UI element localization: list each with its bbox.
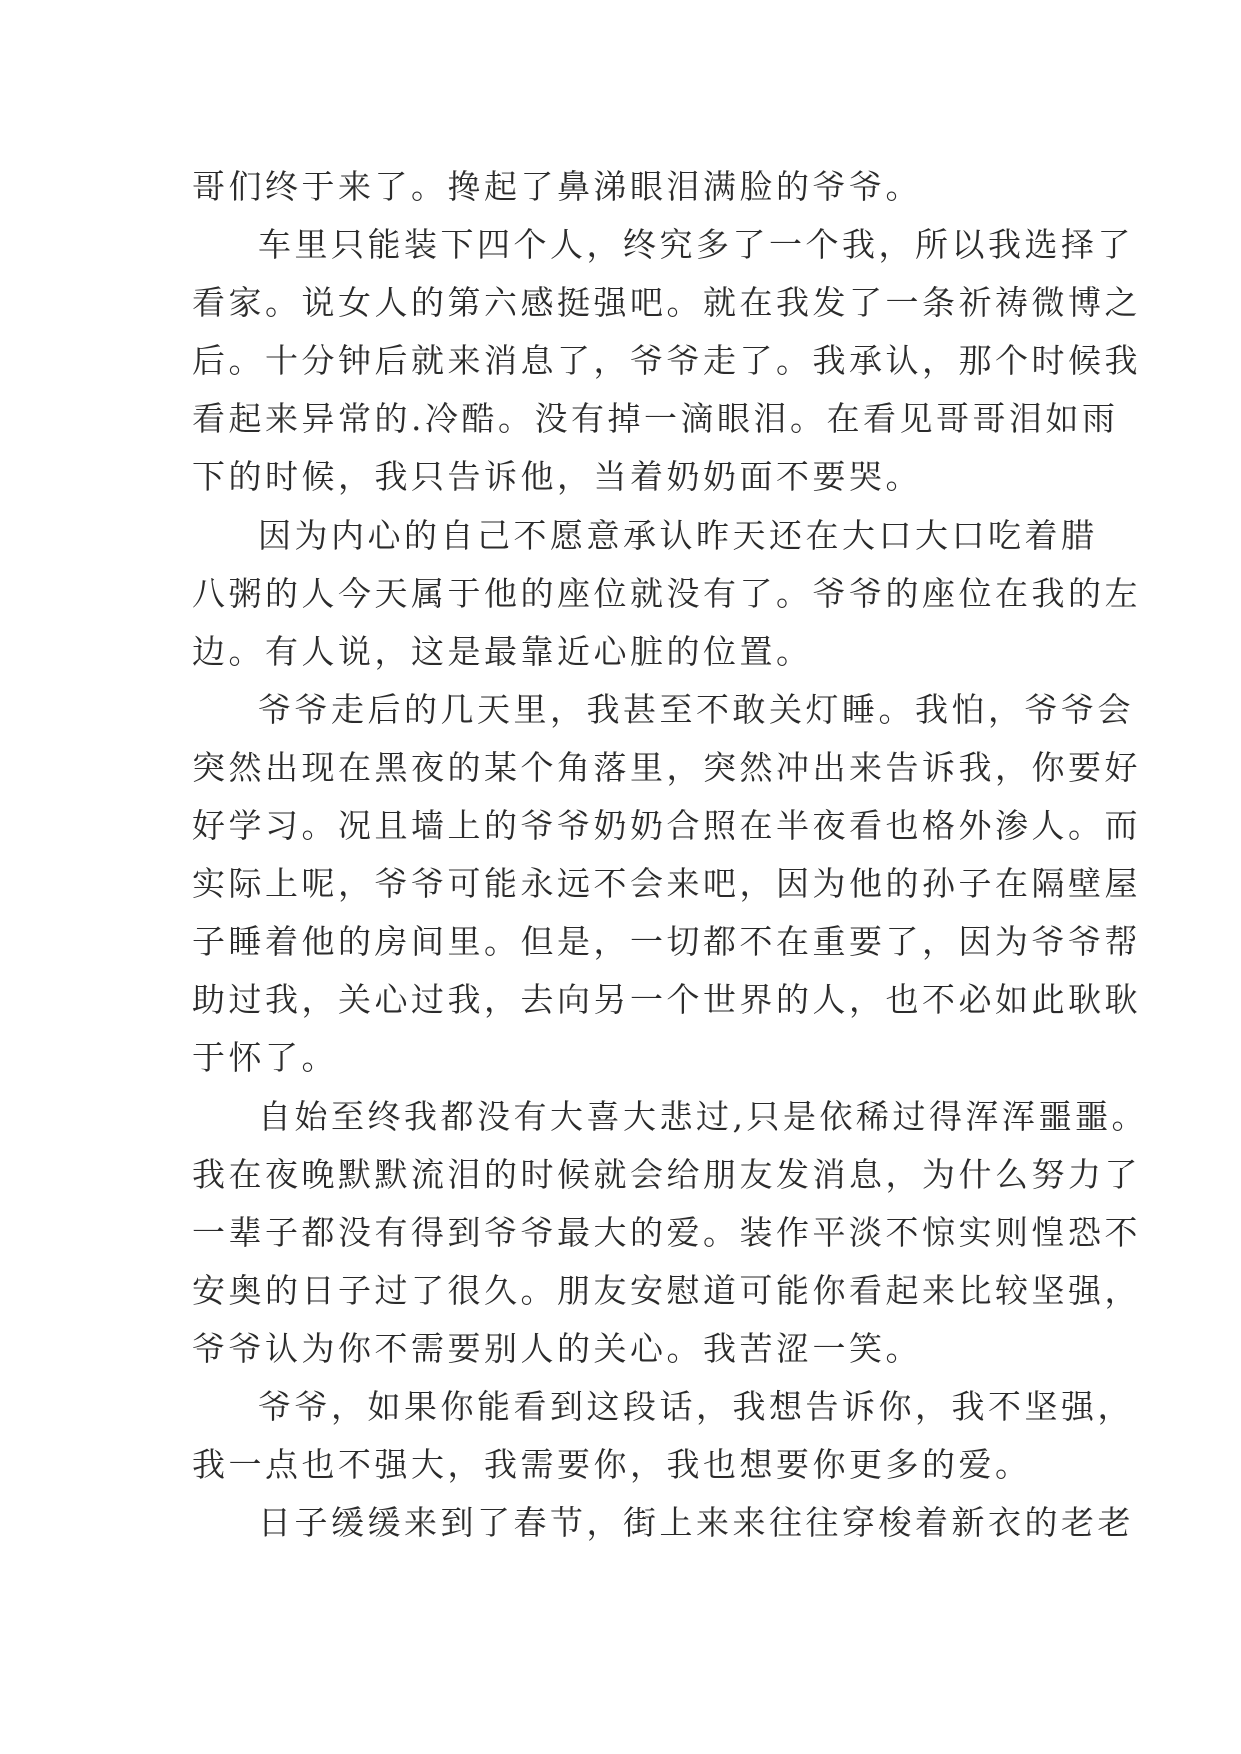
body-text xyxy=(192,158,1148,1552)
text-line: 后。十分钟后就来消息了，爷爷走了。我承认，那个时候我 xyxy=(192,341,1141,381)
text-line: 突然出现在黑夜的某个角落里，突然冲出来告诉我，你要好 xyxy=(192,747,1141,787)
text-line: 实际上呢，爷爷可能永远不会来吧，因为他的孙子在隔壁屋 xyxy=(192,864,1141,904)
text-line: 一辈子都没有得到爷爷最大的爱。装作平淡不惊实则惶恐不 xyxy=(192,1212,1141,1252)
text-line: 自始至终我都没有大喜大悲过,只是依稀过得浑浑噩噩。 xyxy=(258,1096,1148,1136)
text-line: 爷爷，如果你能看到这段话，我想告诉你，我不坚强， xyxy=(258,1386,1134,1426)
text-line: 我在夜晚默默流泪的时候就会给朋友发消息，为什么努力了 xyxy=(192,1154,1141,1194)
text-line: 因为内心的自己不愿意承认昨天还在大口大口吃着腊 xyxy=(258,515,1098,555)
text-line: 安奥的日子过了很久。朋友安慰道可能你看起来比较坚强， xyxy=(192,1270,1141,1310)
text-line: 子睡着他的房间里。但是，一切都不在重要了，因为爷爷帮 xyxy=(192,922,1141,962)
text-line: 爷爷走后的几天里，我甚至不敢关灯睡。我怕，爷爷会 xyxy=(258,689,1134,729)
text-line: 边。有人说，这是最靠近心脏的位置。 xyxy=(192,631,813,671)
text-line: 八粥的人今天属于他的座位就没有了。爷爷的座位在我的左 xyxy=(192,573,1141,613)
text-line: 好学习。况且墙上的爷爷奶奶合照在半夜看也格外渗人。而 xyxy=(192,806,1141,846)
text-line: 于怀了。 xyxy=(192,1038,338,1078)
text-line: 助过我，关心过我，去向另一个世界的人，也不必如此耿耿 xyxy=(192,980,1141,1020)
text-line: 看家。说女人的第六感挺强吧。就在我发了一条祈祷微博之 xyxy=(192,283,1141,323)
text-line: 爷爷认为你不需要别人的关心。我苦涩一笑。 xyxy=(192,1328,922,1368)
text-line: 日子缓缓来到了春节，街上来来往往穿梭着新衣的老老 xyxy=(258,1503,1134,1543)
text-line: 车里只能装下四个人，终究多了一个我，所以我选择了 xyxy=(258,225,1134,265)
text-line: 哥们终于来了。搀起了鼻涕眼泪满脸的爷爷。 xyxy=(192,167,922,206)
text-line: 看起来异常的.冷酷。没有掉一滴眼泪。在看见哥哥泪如雨 xyxy=(192,399,1119,439)
text-line: 下的时候，我只告诉他，当着奶奶面不要哭。 xyxy=(192,457,922,497)
text-line: 我一点也不强大，我需要你，我也想要你更多的爱。 xyxy=(192,1445,1032,1485)
